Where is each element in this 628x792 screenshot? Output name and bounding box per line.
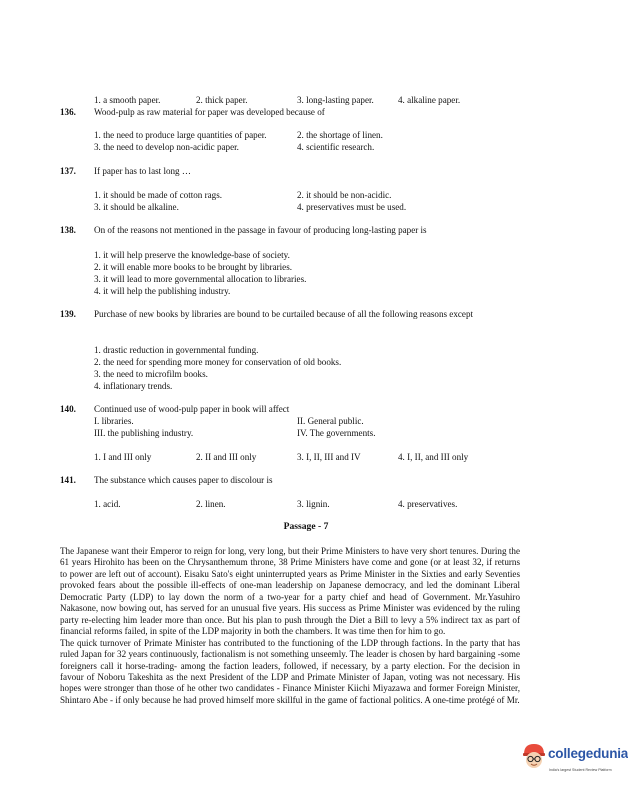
question-stem: Wood-pulp as raw material for paper was developed because of: [94, 107, 325, 117]
option-3: 3. I, II, III and IV: [297, 452, 361, 462]
question-stem: If paper has to last long …: [94, 166, 191, 176]
option-2: 2. the need for spending more money for conservation of old books.: [94, 357, 342, 367]
question-stem: Purchase of new books by libraries are bound to be curtailed because of all the following reasons except: [94, 309, 474, 319]
question-stem: The substance which causes paper to discolour is: [94, 475, 273, 485]
brand-name: collegedunia: [548, 746, 628, 761]
mascot-icon: [521, 742, 547, 770]
question-number: 138.: [60, 225, 76, 235]
option-3: 3. the need to microfilm books.: [94, 369, 208, 379]
option-1: 1. it should be made of cotton rags.: [94, 190, 223, 200]
option-2: 2. linen.: [196, 499, 226, 509]
passage-title: Passage - 7: [283, 521, 329, 532]
question-number: 139.: [60, 309, 76, 319]
option-3: 3. long-lasting paper.: [297, 95, 374, 105]
question-stem: Continued use of wood-pulp paper in book will affect: [94, 404, 290, 414]
option-4: 4. preservatives must be used.: [297, 202, 407, 212]
passage-paragraph: The Japanese want their Emperor to reign for long, very long, but their Prime Ministers to have very short tenures. During the 61 years Hirohito has been on the Chrysanthemum throne, 38 Prime Ministers have come and gone (or at least 32, if returns to power are left out of account). Eisaku Sato's eight uninterrupted years as Prime Minister in the Sixties and early Seventies provoked fears about the possible ill-effects of one-man leadership on Japanese democracy, and led the dominant Liberal Democratic Party (LDP) to lay down the norm of a two-year for a party chief and head of Government. Mr.Yasuhiro Nakasone, now bowing out, has served for an unusual five years. His success as Prime Minister was evidenced by the ruling party re-electing him leader more than once. But his plan to push through the Diet a Bill to levy a 5% indirect tax as part of financial reforms failed, in spite of the LDP majority in both the chambers. It was time then for him to go.: [60, 546, 520, 637]
passage-paragraph: The quick turnover of Primate Minister has contributed to the functioning of the LDP through factions. In the party that has ruled Japan for 32 years continuously, factionalism is not something unseemly. The leader is chosen by hard bargaining -some foreigners call it horse-trading- among the faction leaders, followed, if necessary, by a party election. For the decision in favour of Noboru Takeshita as the next President of the LDP and Primate Minister of Japan, voting was not necessary. His hopes were stronger than those of he other two candidates - Finance Minister Kiichi Miyazawa and former Foreign Minister, Shintaro Abe - if only because he had proved himself more skillful in the game of factional politics. A one-time protégé of Mr.: [60, 637, 520, 705]
option-2: 2. it should be non-acidic.: [297, 190, 392, 200]
option-1: 1. drastic reduction in governmental funding.: [94, 345, 259, 355]
option-4: 4. preservatives.: [398, 499, 458, 509]
option-1: 1. the need to produce large quantities of paper.: [94, 130, 267, 140]
question-number: 140.: [60, 404, 76, 414]
option-2: 2. the shortage of linen.: [297, 130, 383, 140]
question-stem: On of the reasons not mentioned in the passage in favour of producing long-lasting paper is: [94, 225, 427, 235]
question-number: 137.: [60, 166, 76, 176]
option-4: 4. scientific research.: [297, 142, 375, 152]
statement-4: IV. The governments.: [297, 428, 376, 438]
question-number: 136.: [60, 107, 76, 117]
option-4: 4. I, II, and III only: [398, 452, 469, 462]
brand-tagline: India's largest Student Review Platform: [549, 768, 612, 772]
option-2: 2. II and III only: [196, 452, 257, 462]
option-1: 1. acid.: [94, 499, 121, 509]
option-1: 1. a smooth paper.: [94, 95, 161, 105]
statement-1: I. libraries.: [94, 416, 134, 426]
option-4: 4. inflationary trends.: [94, 381, 173, 391]
option-1: 1. it will help preserve the knowledge-base of society.: [94, 250, 290, 260]
option-2: 2. it will enable more books to be brought by libraries.: [94, 262, 293, 272]
option-1: 1. I and III only: [94, 452, 152, 462]
option-3: 3. it will lead to more governmental allocation to libraries.: [94, 274, 307, 284]
statement-2: II. General public.: [297, 416, 364, 426]
passage-body: [60, 546, 520, 706]
option-3: 3. it should be alkaline.: [94, 202, 179, 212]
option-4: 4. it will help the publishing industry.: [94, 286, 231, 296]
question-number: 141.: [60, 475, 76, 485]
statement-3: III. the publishing industry.: [94, 428, 194, 438]
option-2: 2. thick paper.: [196, 95, 248, 105]
option-3: 3. lignin.: [297, 499, 330, 509]
option-4: 4. alkaline paper.: [398, 95, 461, 105]
option-3: 3. the need to develop non-acidic paper.: [94, 142, 239, 152]
